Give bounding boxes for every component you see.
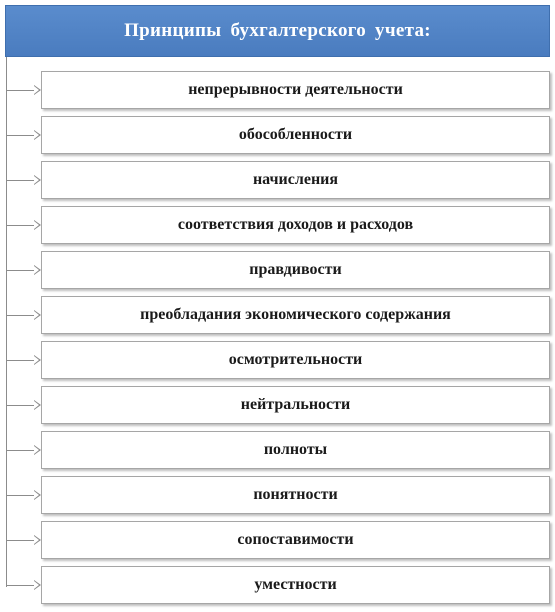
principle-box: соответствия доходов и расходов bbox=[41, 206, 550, 244]
principle-box: нейтральности bbox=[41, 386, 550, 424]
connector-arrow bbox=[6, 540, 36, 541]
principle-box: начисления bbox=[41, 161, 550, 199]
arrow-head-icon bbox=[34, 130, 41, 140]
connector-arrow bbox=[6, 315, 36, 316]
principle-box: правдивости bbox=[41, 251, 550, 289]
arrow-head-icon bbox=[34, 535, 41, 545]
arrow-head-icon bbox=[34, 310, 41, 320]
arrow-head-icon bbox=[34, 265, 41, 275]
arrow-head-icon bbox=[34, 445, 41, 455]
arrow-head-icon bbox=[34, 85, 41, 95]
arrow-head-icon bbox=[34, 580, 41, 590]
connector-arrow bbox=[6, 450, 36, 451]
connector-arrow bbox=[6, 225, 36, 226]
connector-arrow bbox=[6, 90, 36, 91]
connector-arrow bbox=[6, 180, 36, 181]
arrow-head-icon bbox=[34, 490, 41, 500]
principle-box: сопоставимости bbox=[41, 521, 550, 559]
principle-box: полноты bbox=[41, 431, 550, 469]
arrow-head-icon bbox=[34, 220, 41, 230]
principle-box: непрерывности деятельности bbox=[41, 71, 550, 109]
principle-box: преобладания экономического содержания bbox=[41, 296, 550, 334]
connector-arrow bbox=[6, 495, 36, 496]
principle-box: понятности bbox=[41, 476, 550, 514]
connector-arrow bbox=[6, 270, 36, 271]
principle-box: уместности bbox=[41, 566, 550, 604]
arrow-head-icon bbox=[34, 400, 41, 410]
principle-box: обособленности bbox=[41, 116, 550, 154]
arrow-head-icon bbox=[34, 175, 41, 185]
arrow-head-icon bbox=[34, 355, 41, 365]
diagram-title: Принципы бухгалтерского учета: bbox=[5, 5, 550, 57]
connector-spine bbox=[6, 57, 7, 587]
connector-arrow bbox=[6, 135, 36, 136]
principle-box: осмотрительности bbox=[41, 341, 550, 379]
connector-arrow bbox=[6, 585, 36, 586]
connector-arrow bbox=[6, 405, 36, 406]
connector-arrow bbox=[6, 360, 36, 361]
